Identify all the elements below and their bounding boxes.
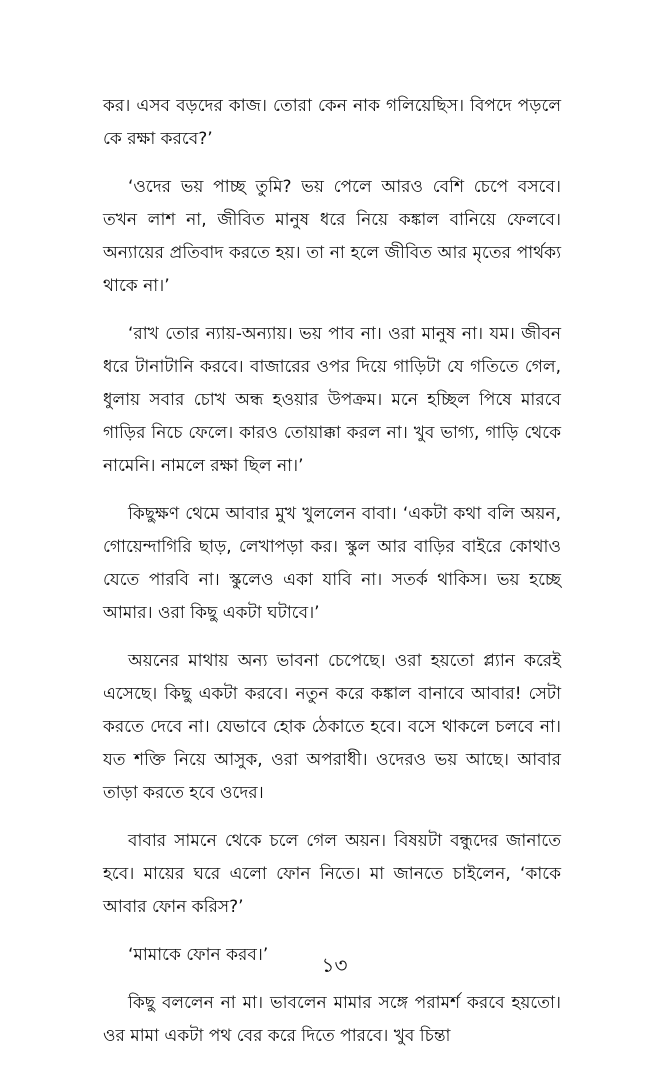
- paragraph-2: ‘ওদের ভয় পাচ্ছ তুমি? ভয় পেলে আরও বেশি চেপে বসবে। তখন লাশ না, জীবিত মানুষ ধরে নিয়ে কঙ্কাল বানিয়ে ফেলবে। অন্যায়ের প্রতিবাদ করতে হয়। তা না হলে জীবিত আর মৃতের পার্থক্য থাকে না।’: [103, 177, 561, 296]
- page-number: ১৩: [321, 953, 348, 977]
- paragraph-8: কিছু বললেন না মা। ভাবলেন মামার সঙ্গে পরামর্শ করবে হয়তো। ওর মামা একটা পথ বের করে দিতে পারবে। খুব চিন্তা: [103, 993, 561, 1046]
- paragraph-3: ‘রাখ তোর ন্যায়-অন্যায়। ভয় পাব না। ওরা মানুষ না। যম। জীবন ধরে টানাটানি করবে। বাজারের ওপর দিয়ে গাড়িটা যে গতিতে গেল, ধুলায় সবার চোখ অন্ধ হওয়ার উপক্রম। মনে হচ্ছিল পিষে মারবে গাড়ির নিচে ফেলে। কারও তোয়াক্কা করল না। খুব ভাগ্য, গাড়ি থেকে নামেনি। নামলে রক্ষা ছিল না।’: [103, 324, 561, 476]
- body-text: [103, 90, 561, 1068]
- paragraph-4: কিছুক্ষণ থেমে আবার মুখ খুললেন বাবা। ‘একটা কথা বলি অয়ন, গোয়েন্দাগিরি ছাড়, লেখাপড়া কর। স্কুল আর বাড়ির বাইরে কোথাও যেতে পারবি না। স্কুলেও একা যাবি না। সতর্ক থাকিস। ভয় হচ্ছে আমার। ওরা কিছু একটা ঘটাবে।’: [103, 504, 561, 623]
- paragraph-7: ‘মামাকে ফোন করব।’: [128, 945, 269, 965]
- paragraph-5: অয়নের মাথায় অন্য ভাবনা চেপেছে। ওরা হয়তো প্ল্যান করেই এসেছে। কিছু একটা করবে। নতুন করে কঙ্কাল বানাবে আবার! সেটা করতে দেবে না। যেভাবে হোক ঠেকাতে হবে। বসে থাকলে চলবে না। যত শক্তি নিয়ে আসুক, ওরা অপরাধী। ওদেরও ভয় আছে। আবার তাড়া করতে হবে ওদের।: [103, 651, 561, 803]
- paragraph-6: বাবার সামনে থেকে চলে গেল অয়ন। বিষয়টা বন্ধুদের জানাতে হবে। মায়ের ঘরে এলো ফোন নিতে। মা জানতে চাইলেন, ‘কাকে আবার ফোন করিস?’: [103, 831, 561, 917]
- paragraph-1: কর। এসব বড়দের কাজ। তোরা কেন নাক গলিয়েছিস। বিপদে পড়লে কে রক্ষা করবে?’: [103, 96, 561, 149]
